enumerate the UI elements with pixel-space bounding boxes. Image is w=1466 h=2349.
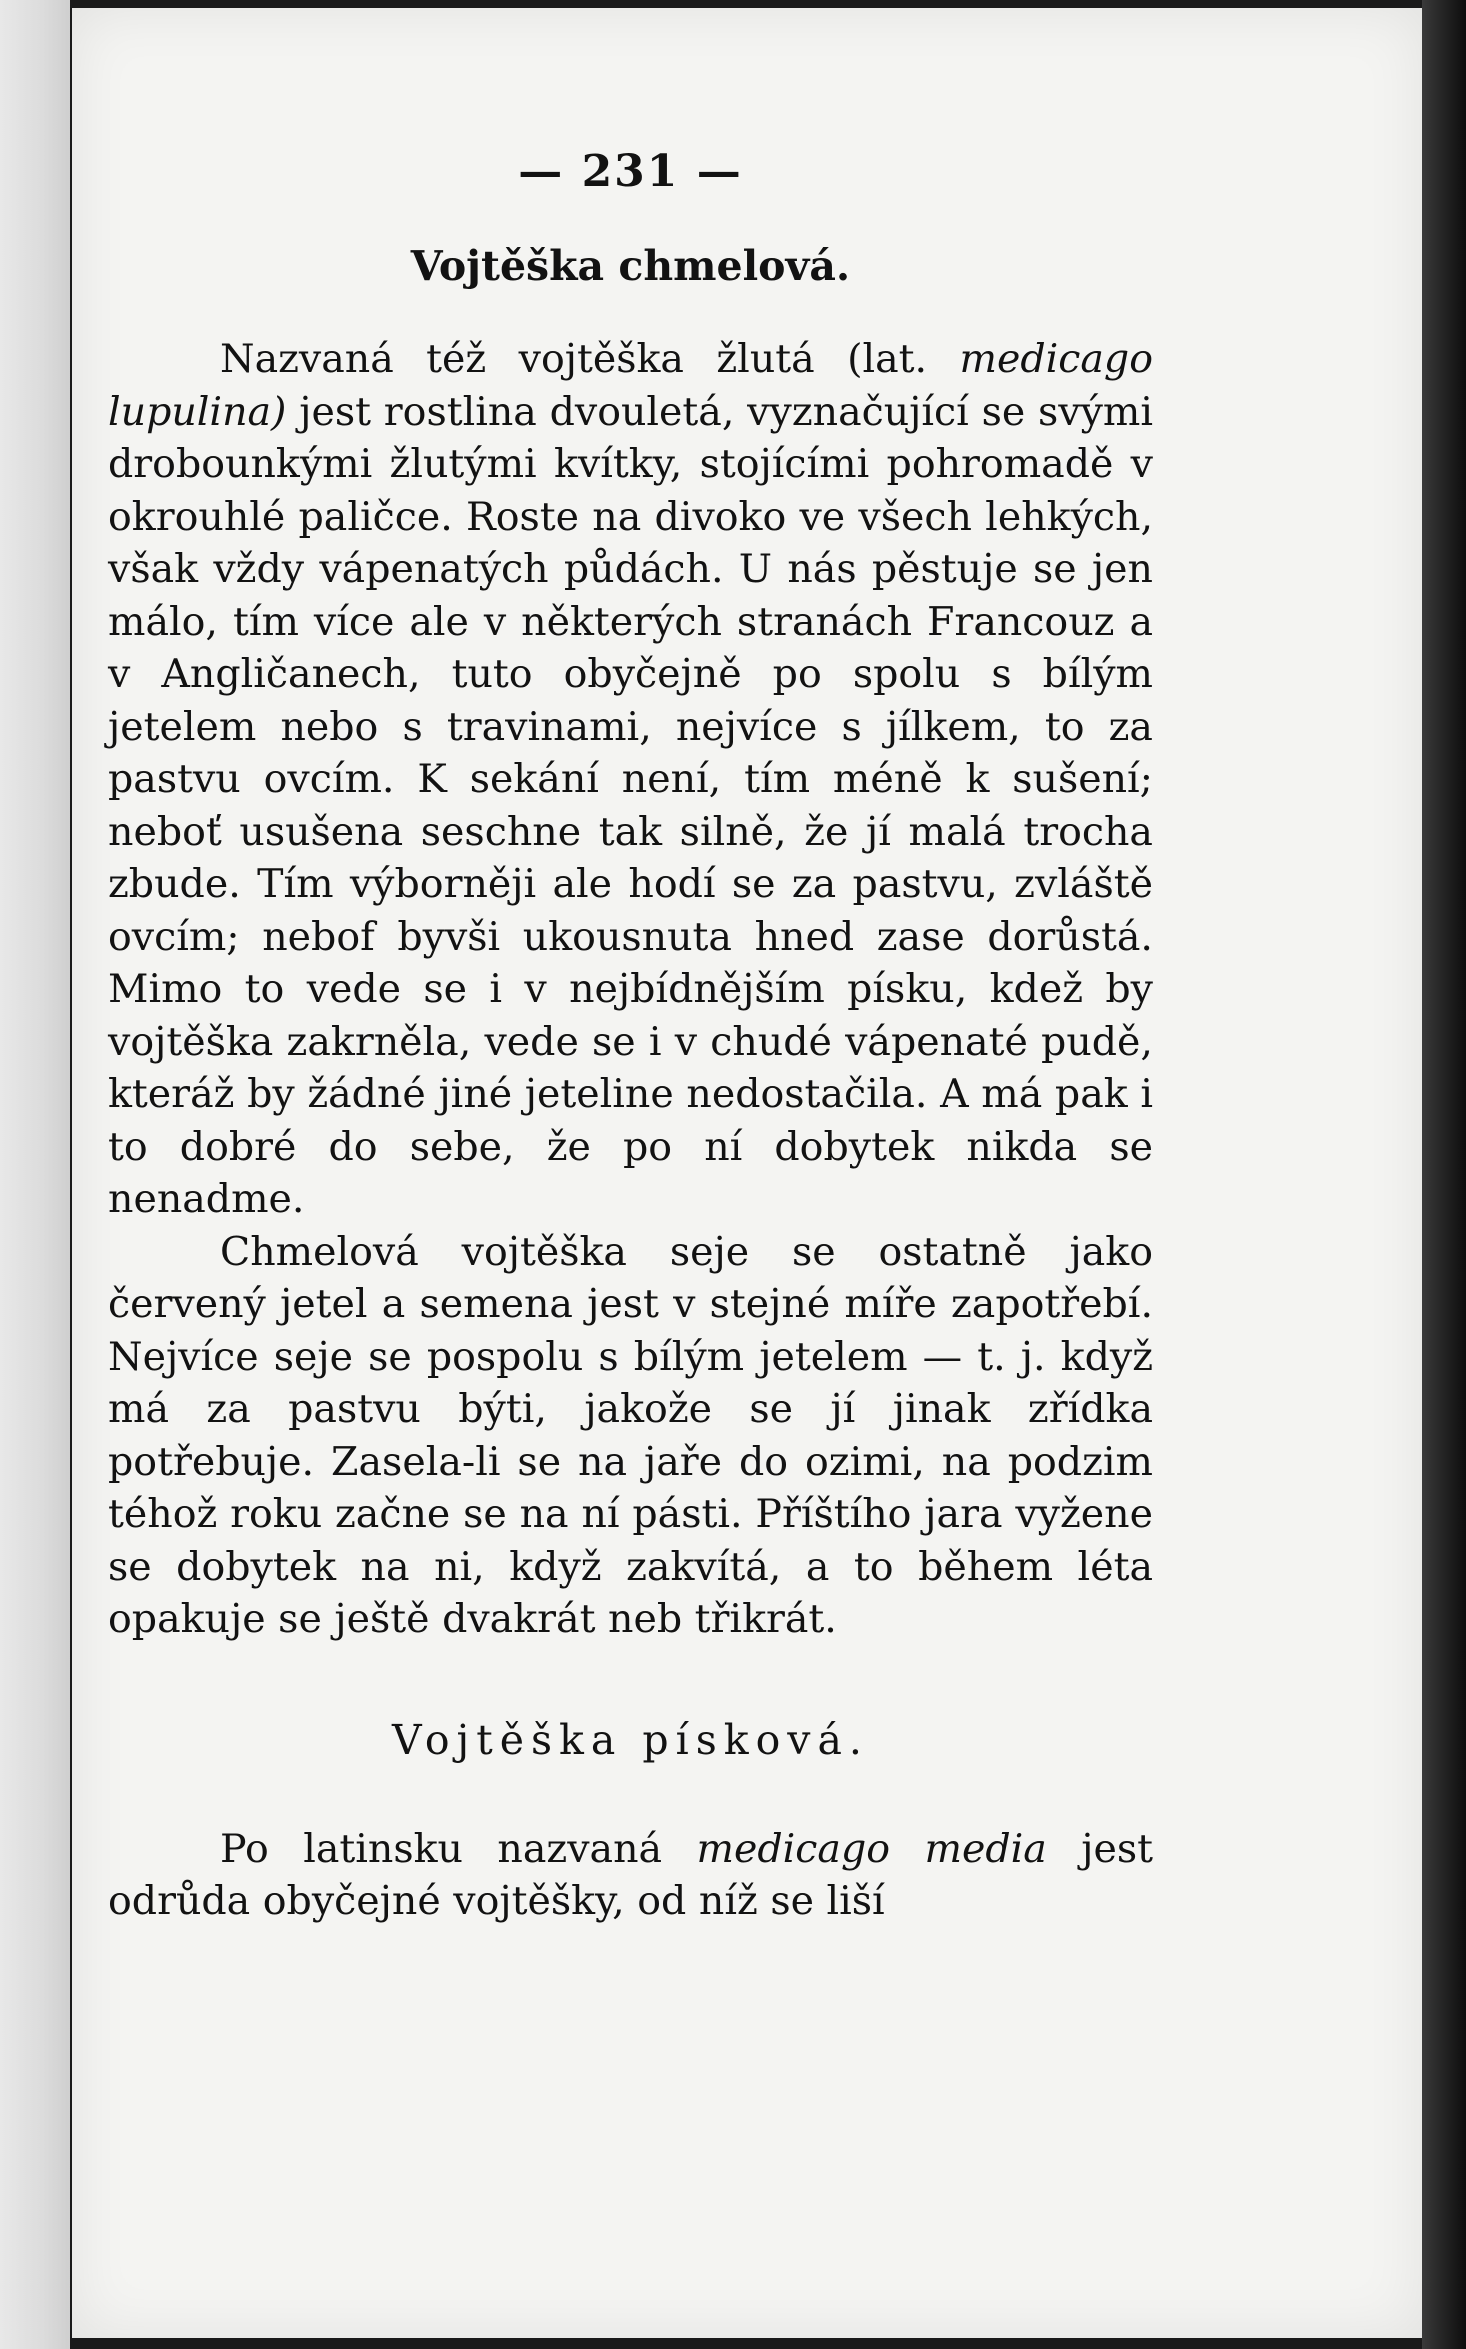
latin-name: medicago media <box>696 1825 1047 1872</box>
paragraph-piskova-description <box>108 1823 1153 1928</box>
page-number: — 231 — <box>518 146 743 197</box>
previous-page-edge <box>0 0 70 2349</box>
scan-right-shadow <box>1422 0 1466 2349</box>
paragraph-text: Nazvaná též vojtěška žlutá (lat. <box>220 336 960 383</box>
section-title-piskova: Vojtěška písková. <box>392 1715 869 1764</box>
page-content <box>108 146 1154 1928</box>
latin-name: medicago lupulina) <box>108 336 1153 435</box>
paragraph-chmelova-sowing: Chmelová vojtěška seje se ostatně jako červený jetel a semena jest v stejné míře zapotřebí. Nejvíce seje se pospolu s bílým jetelem — t. j. když má za pastvu býti, jakože se jí jinak zřídka potřebuje. Zasela-li se na jaře do ozimi, na podzim téhož roku začne se na ní pásti. Příštího jara vyžene se dobytek na ni, když zakvítá, a to během léta opakuje se ještě dvakrát neb třikrát. <box>108 1228 1153 1643</box>
paragraph-text: Po latinsku nazvaná <box>220 1825 697 1872</box>
paragraph-chmelova-description <box>108 333 1153 1226</box>
section-title-chmelova: Vojtěška chmelová. <box>410 242 851 290</box>
paragraph-text: jest odrůda obyčejné vojtěšky, od níž se liší <box>108 1825 1154 1925</box>
paragraph-text: jest rostlina dvouletá, vyznačující se svými drobounkými žlutými kvítky, stojícími pohromadě v okrouhlé paličce. Roste na divoko ve všech lehkých, však vždy vápenatých půdách. U nás pěstuje se jen málo, tím více ale v některých stranách Francouz a v Angličanech, tuto obyčejně po spolu s bílým jetelem nebo s travinami, nejvíce s jílkem, to za pastvu ovcím. K sekání není, tím méně k sušení; neboť usušena seschne tak silně, že jí malá trocha zbude. Tím výborněji ale hodí se za pastvu, zvláště ovcím; nebof byvši ukousnuta hned zase dorůstá. Mimo to vede se i v nejbídnějším písku, kdež by vojtěška zakrněla, vede se i v chudé vápenaté pudě, kteráž by žádné jiné jeteline nedostačila. A má pak i to dobré do sebe, že po ní dobytek nikda se nenadme. <box>108 388 1153 1223</box>
